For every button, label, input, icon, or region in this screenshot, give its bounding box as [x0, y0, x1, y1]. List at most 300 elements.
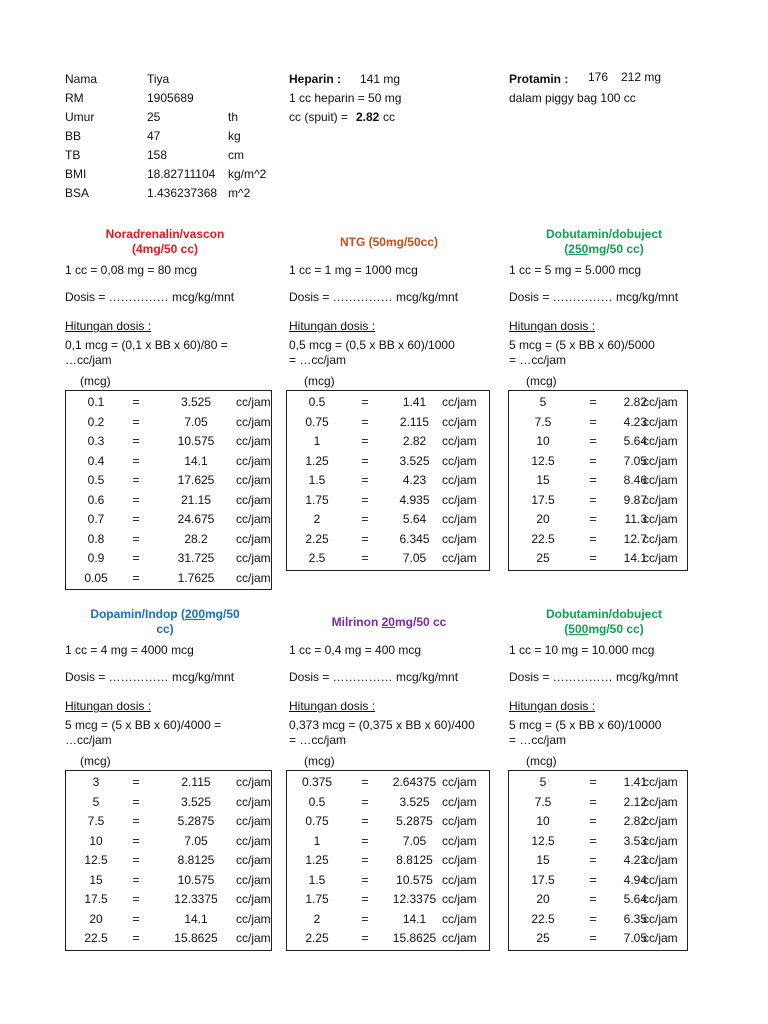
- equals-cell: =: [589, 414, 597, 429]
- equals-cell: =: [132, 872, 140, 887]
- table-row: [66, 871, 271, 891]
- equals-cell: =: [132, 512, 140, 526]
- formula-line-2: = …cc/jam: [509, 733, 567, 747]
- table-row: [509, 413, 687, 433]
- conversion-text: 1 cc = 0,4 mg = 400 mcg: [289, 643, 422, 657]
- rate-cell: 14.1: [184, 911, 208, 926]
- conversion-text: 1 cc = 5 mg = 5.000 mcg: [509, 263, 642, 277]
- unit-cell: cc/jam: [442, 853, 477, 867]
- rate-cell: 17.625: [177, 473, 215, 487]
- dose-cell: 1: [313, 833, 321, 848]
- dose-cell: 0.8: [87, 531, 105, 546]
- equals-cell: =: [589, 531, 597, 546]
- rate-cell: 7.05: [402, 551, 427, 565]
- equals-cell: =: [132, 794, 140, 809]
- rate-cell: 3.525: [180, 395, 212, 409]
- equals-cell: =: [361, 473, 369, 487]
- equals-cell: =: [361, 492, 369, 507]
- equals-cell: =: [132, 551, 140, 565]
- equals-cell: =: [361, 794, 369, 809]
- equals-cell: =: [361, 531, 369, 546]
- unit-cell: cc/jam: [442, 892, 477, 906]
- mcg-label: (mcg): [304, 374, 335, 388]
- section-title-part: Dopamin/Indop (: [90, 607, 185, 621]
- equals-cell: =: [589, 492, 597, 507]
- dose-cell: 3: [92, 775, 100, 789]
- section-title: [65, 227, 265, 257]
- table-row: [66, 452, 271, 472]
- rate-cell: 4.23: [623, 853, 647, 867]
- table-row: [66, 793, 271, 813]
- patient-label: BSA: [65, 186, 90, 200]
- patient-value: 1905689: [147, 91, 194, 105]
- table-row: [287, 413, 489, 433]
- unit-cell: cc/jam: [643, 473, 678, 487]
- table-row: [509, 929, 687, 949]
- dose-cell: 15: [536, 853, 550, 867]
- table-row: [287, 773, 489, 793]
- section-title-line: [509, 607, 699, 622]
- rate-cell: 5.2875: [396, 814, 433, 828]
- table-row: [66, 491, 271, 511]
- formula-line-2: …cc/jam: [65, 733, 112, 747]
- section-title: [509, 607, 699, 637]
- dose-cell: 0.75: [305, 414, 329, 429]
- unit-cell: cc/jam: [442, 872, 477, 887]
- unit-cell: cc/jam: [442, 531, 477, 546]
- equals-cell: =: [589, 872, 597, 887]
- section-title-line: [289, 615, 489, 630]
- dose-cell: 5: [539, 775, 547, 789]
- dose-cell: 0.3: [87, 434, 105, 448]
- dose-cell: 5: [539, 395, 547, 409]
- dose-cell: 25: [536, 931, 550, 945]
- formula-line-2: = …cc/jam: [509, 353, 567, 367]
- section-title: [289, 235, 489, 250]
- table-row: [66, 530, 271, 550]
- unit-cell: cc/jam: [643, 794, 678, 809]
- unit-cell: cc/jam: [236, 492, 271, 507]
- dose-cell: 12.5: [531, 453, 555, 468]
- rate-cell: 10.575: [396, 872, 433, 887]
- patient-label: TB: [65, 148, 81, 162]
- unit-cell: cc/jam: [236, 911, 271, 926]
- dose-cell: 15: [536, 473, 550, 487]
- table-row: [509, 452, 687, 472]
- formula-line-1: 5 mcg = (5 x BB x 60)/4000 =: [65, 718, 222, 732]
- section-title-line: [65, 242, 265, 257]
- rate-cell: 11.3: [624, 512, 647, 526]
- conversion-text: 1 cc = 0,08 mg = 80 mcg: [65, 263, 198, 277]
- unit-cell: cc/jam: [236, 775, 271, 789]
- rate-cell: 2.82: [623, 814, 647, 828]
- unit-cell: cc/jam: [442, 434, 477, 448]
- formula-line-1: 0,1 mcg = (0,1 x BB x 60)/80 =: [65, 338, 228, 352]
- dose-cell: 1.5: [308, 872, 326, 887]
- equals-cell: =: [589, 434, 597, 448]
- rate-cell: 15.8625: [174, 931, 218, 945]
- rate-cell: 12.7: [623, 531, 647, 546]
- section-title-part: mg/50 cc): [588, 242, 644, 256]
- dose-cell: 20: [89, 911, 103, 926]
- dose-cell: 17.5: [531, 492, 555, 507]
- table-row: [287, 929, 489, 949]
- equals-cell: =: [132, 570, 140, 585]
- rate-cell: 9.87: [623, 492, 647, 507]
- equals-cell: =: [361, 931, 369, 945]
- heparin-conversion: 1 cc heparin = 50 mg: [289, 91, 402, 105]
- table-row: [287, 910, 489, 930]
- protamin-volume: dalam piggy bag 100 cc: [509, 91, 636, 105]
- dose-cell: 17.5: [531, 872, 555, 887]
- table-row: [287, 530, 489, 550]
- table-row: [509, 871, 687, 891]
- equals-cell: =: [589, 395, 597, 409]
- equals-cell: =: [132, 492, 140, 507]
- rate-cell: 5.64: [623, 434, 647, 448]
- rate-cell: 2.115: [181, 775, 211, 789]
- table-row: [287, 549, 489, 569]
- unit-cell: cc/jam: [236, 853, 271, 867]
- dose-cell: 2.5: [308, 551, 326, 565]
- section-title-part: mg/50 cc: [394, 615, 447, 629]
- table-row: [66, 851, 271, 871]
- equals-cell: =: [132, 531, 140, 546]
- rate-cell: 3.525: [399, 453, 430, 468]
- rate-cell: 10.575: [177, 434, 215, 448]
- dose-cell: 10: [536, 434, 550, 448]
- section-title-part: Dobutamin/dobuject: [546, 227, 662, 241]
- section-title-part: (4mg/50 cc): [131, 242, 199, 256]
- table-row: [509, 793, 687, 813]
- hitungan-heading: Hitungan dosis :: [509, 319, 596, 333]
- section-title-part: 200: [184, 607, 205, 621]
- unit-cell: cc/jam: [643, 911, 678, 926]
- equals-cell: =: [589, 931, 597, 945]
- rate-cell: 4.23: [623, 414, 647, 429]
- equals-cell: =: [589, 814, 597, 828]
- dose-cell: 20: [536, 512, 550, 526]
- table-row: [287, 832, 489, 852]
- patient-label: Umur: [65, 110, 95, 124]
- rate-cell: 12.3375: [392, 892, 437, 906]
- unit-cell: cc/jam: [643, 551, 678, 565]
- table-row: [287, 471, 489, 491]
- dosis-text: Dosis = …………… mcg/kg/mnt: [65, 670, 235, 684]
- rate-cell: 15.8625: [392, 931, 437, 945]
- mcg-label: (mcg): [526, 374, 557, 388]
- table-row: [287, 452, 489, 472]
- hitungan-heading: Hitungan dosis :: [65, 319, 152, 333]
- dose-cell: 15: [89, 872, 103, 887]
- dose-cell: 22.5: [531, 531, 555, 546]
- unit-cell: cc/jam: [442, 794, 477, 809]
- unit-cell: cc/jam: [643, 814, 678, 828]
- conversion-text: 1 cc = 10 mg = 10.000 mcg: [509, 643, 655, 657]
- heparin-value: 141 mg: [360, 72, 401, 86]
- unit-cell: cc/jam: [442, 512, 477, 526]
- patient-value: 1.436237368: [147, 186, 218, 200]
- dose-cell: 7.5: [534, 414, 552, 429]
- table-row: [66, 432, 271, 452]
- unit-cell: cc/jam: [236, 453, 271, 468]
- equals-cell: =: [589, 512, 597, 526]
- table-row: [509, 530, 687, 550]
- equals-cell: =: [361, 414, 369, 429]
- equals-cell: =: [132, 453, 140, 468]
- dose-cell: 0.7: [87, 512, 105, 526]
- formula-line-2: …cc/jam: [65, 353, 112, 367]
- unit-cell: cc/jam: [442, 414, 477, 429]
- equals-cell: =: [361, 892, 369, 906]
- dose-table: [286, 390, 490, 571]
- rate-cell: 2.82: [623, 395, 647, 409]
- unit-cell: cc/jam: [236, 473, 271, 487]
- mcg-label: (mcg): [80, 374, 111, 388]
- equals-cell: =: [589, 892, 597, 906]
- table-row: [509, 393, 687, 413]
- unit-cell: cc/jam: [643, 931, 678, 945]
- equals-cell: =: [132, 775, 140, 789]
- section-title-part: (: [564, 242, 569, 256]
- table-row: [66, 812, 271, 832]
- table-row: [66, 413, 271, 433]
- equals-cell: =: [589, 853, 597, 867]
- protamin-label: Protamin :: [509, 72, 569, 86]
- rate-cell: 24.675: [177, 512, 215, 526]
- section-title-line: [65, 622, 265, 637]
- table-row: [509, 910, 687, 930]
- patient-unit: m^2: [228, 186, 251, 200]
- equals-cell: =: [589, 911, 597, 926]
- dose-cell: 0.5: [308, 395, 326, 409]
- table-row: [66, 471, 271, 491]
- rate-cell: 10.575: [177, 872, 215, 887]
- unit-cell: cc/jam: [442, 395, 477, 409]
- dose-cell: 17.5: [84, 892, 108, 906]
- equals-cell: =: [589, 833, 597, 848]
- unit-cell: cc/jam: [442, 931, 477, 945]
- rate-cell: 6.345: [399, 531, 430, 546]
- equals-cell: =: [589, 453, 597, 468]
- section-title-line: [289, 235, 489, 250]
- table-row: [509, 812, 687, 832]
- equals-cell: =: [132, 434, 140, 448]
- unit-cell: cc/jam: [643, 853, 678, 867]
- rate-cell: 21.15: [180, 492, 212, 507]
- unit-cell: cc/jam: [643, 872, 678, 887]
- patient-unit: kg/m^2: [228, 167, 267, 181]
- mcg-label: (mcg): [304, 754, 335, 768]
- equals-cell: =: [132, 814, 140, 828]
- rate-cell: 4.23: [402, 473, 427, 487]
- patient-value: 25: [147, 110, 161, 124]
- equals-cell: =: [132, 931, 140, 945]
- formula-line-2: = …cc/jam: [289, 353, 347, 367]
- dose-cell: 25: [536, 551, 550, 565]
- patient-label: Nama: [65, 72, 98, 86]
- patient-value: 18.82711104: [147, 167, 216, 181]
- section-title-part: 250: [568, 242, 589, 256]
- patient-label: BB: [65, 129, 82, 143]
- dose-cell: 7.5: [87, 814, 105, 828]
- rate-cell: 6.35: [623, 911, 647, 926]
- equals-cell: =: [361, 833, 369, 848]
- rate-cell: 4.935: [399, 492, 430, 507]
- dose-cell: 0.05: [84, 570, 108, 585]
- dose-cell: 1.75: [305, 492, 329, 507]
- rate-cell: 3.53: [623, 833, 647, 848]
- table-row: [509, 471, 687, 491]
- equals-cell: =: [361, 512, 369, 526]
- table-row: [66, 773, 271, 793]
- section-title-part: 500: [568, 622, 589, 636]
- table-row: [287, 510, 489, 530]
- table-row: [509, 773, 687, 793]
- dose-cell: 0.4: [87, 453, 105, 468]
- unit-cell: cc/jam: [643, 414, 678, 429]
- section-title-part: cc): [156, 622, 174, 636]
- rate-cell: 14.1: [623, 551, 647, 565]
- unit-cell: cc/jam: [236, 434, 271, 448]
- equals-cell: =: [132, 833, 140, 848]
- rate-cell: 7.05: [184, 833, 208, 848]
- patient-value: 47: [147, 129, 161, 143]
- mcg-label: (mcg): [80, 754, 111, 768]
- table-row: [287, 793, 489, 813]
- unit-cell: cc/jam: [236, 512, 271, 526]
- equals-cell: =: [589, 794, 597, 809]
- table-row: [66, 569, 271, 589]
- rate-cell: 5.64: [623, 892, 647, 906]
- rate-cell: 28.2: [184, 531, 208, 546]
- dose-cell: 2.25: [305, 931, 329, 945]
- hitungan-heading: Hitungan dosis :: [65, 699, 152, 713]
- unit-cell: cc/jam: [442, 814, 477, 828]
- patient-unit: th: [228, 110, 239, 124]
- equals-cell: =: [361, 453, 369, 468]
- dose-cell: 1.25: [305, 453, 329, 468]
- equals-cell: =: [132, 853, 140, 867]
- unit-cell: cc/jam: [236, 892, 271, 906]
- dose-cell: 7.5: [534, 794, 552, 809]
- table-row: [287, 491, 489, 511]
- patient-unit: kg: [228, 129, 241, 143]
- equals-cell: =: [361, 434, 369, 448]
- unit-cell: cc/jam: [442, 551, 477, 565]
- dose-table: [286, 770, 490, 951]
- mcg-label: (mcg): [526, 754, 557, 768]
- unit-cell: cc/jam: [442, 492, 477, 507]
- unit-cell: cc/jam: [236, 551, 271, 565]
- rate-cell: 2.64375: [392, 775, 437, 789]
- equals-cell: =: [361, 911, 369, 926]
- formula-line-2: = …cc/jam: [289, 733, 347, 747]
- unit-cell: cc/jam: [236, 872, 271, 887]
- unit-cell: cc/jam: [236, 395, 271, 409]
- unit-cell: cc/jam: [643, 775, 678, 789]
- equals-cell: =: [361, 814, 369, 828]
- section-title-line: [65, 227, 265, 242]
- unit-cell: cc/jam: [643, 395, 678, 409]
- dose-cell: 0.6: [87, 492, 105, 507]
- dose-cell: 5: [92, 794, 100, 809]
- equals-cell: =: [132, 395, 140, 409]
- conversion-text: 1 cc = 4 mg = 4000 mcg: [65, 643, 194, 657]
- table-row: [287, 890, 489, 910]
- section-title-part: Milrinon: [331, 615, 382, 629]
- dose-cell: 20: [536, 892, 550, 906]
- unit-cell: cc/jam: [236, 814, 271, 828]
- table-row: [66, 549, 271, 569]
- unit-cell: cc/jam: [442, 911, 477, 926]
- rate-cell: 7.05: [184, 414, 208, 429]
- section-title-line: [65, 607, 265, 622]
- table-row: [66, 910, 271, 930]
- equals-cell: =: [589, 551, 597, 565]
- unit-cell: cc/jam: [643, 492, 678, 507]
- dose-table: [508, 770, 688, 951]
- dose-cell: 12.5: [531, 833, 555, 848]
- equals-cell: =: [361, 872, 369, 887]
- rate-cell: 31.725: [177, 551, 215, 565]
- section-title-part: mg/50 cc): [588, 622, 644, 636]
- patient-unit: cm: [228, 148, 244, 162]
- table-row: [66, 929, 271, 949]
- heparin-cc-label: cc (spuit) =: [289, 110, 349, 124]
- dose-cell: 0.2: [87, 414, 105, 429]
- hitungan-heading: Hitungan dosis :: [509, 699, 596, 713]
- protamin-value-2: 212 mg: [621, 70, 662, 84]
- unit-cell: cc/jam: [442, 833, 477, 848]
- unit-cell: cc/jam: [643, 434, 678, 448]
- equals-cell: =: [132, 414, 140, 429]
- unit-cell: cc/jam: [643, 892, 678, 906]
- rate-cell: 2.115: [399, 414, 430, 429]
- table-row: [509, 851, 687, 871]
- table-row: [509, 432, 687, 452]
- unit-cell: cc/jam: [236, 414, 271, 429]
- rate-cell: 14.1: [184, 453, 208, 468]
- dose-cell: 1.25: [305, 853, 329, 867]
- table-row: [287, 851, 489, 871]
- unit-cell: cc/jam: [442, 473, 477, 487]
- dose-cell: 22.5: [84, 931, 108, 945]
- rate-cell: 7.05: [623, 931, 647, 945]
- table-row: [287, 432, 489, 452]
- rate-cell: 4.94: [623, 872, 647, 887]
- table-row: [509, 890, 687, 910]
- unit-cell: cc/jam: [643, 833, 678, 848]
- table-row: [66, 393, 271, 413]
- rate-cell: 1.41: [623, 775, 647, 789]
- equals-cell: =: [132, 473, 140, 487]
- equals-cell: =: [361, 551, 369, 565]
- table-row: [66, 510, 271, 530]
- section-title-line: [509, 227, 699, 242]
- section-title: [65, 607, 265, 637]
- rate-cell: 12.3375: [174, 892, 218, 906]
- table-row: [66, 832, 271, 852]
- equals-cell: =: [361, 395, 369, 409]
- unit-cell: cc/jam: [236, 570, 271, 585]
- rate-cell: 8.8125: [396, 853, 433, 867]
- unit-cell: cc/jam: [442, 775, 477, 789]
- unit-cell: cc/jam: [236, 794, 271, 809]
- section-title-part: NTG (50mg/50cc): [339, 235, 439, 249]
- rate-cell: 7.05: [402, 833, 427, 848]
- table-row: [287, 812, 489, 832]
